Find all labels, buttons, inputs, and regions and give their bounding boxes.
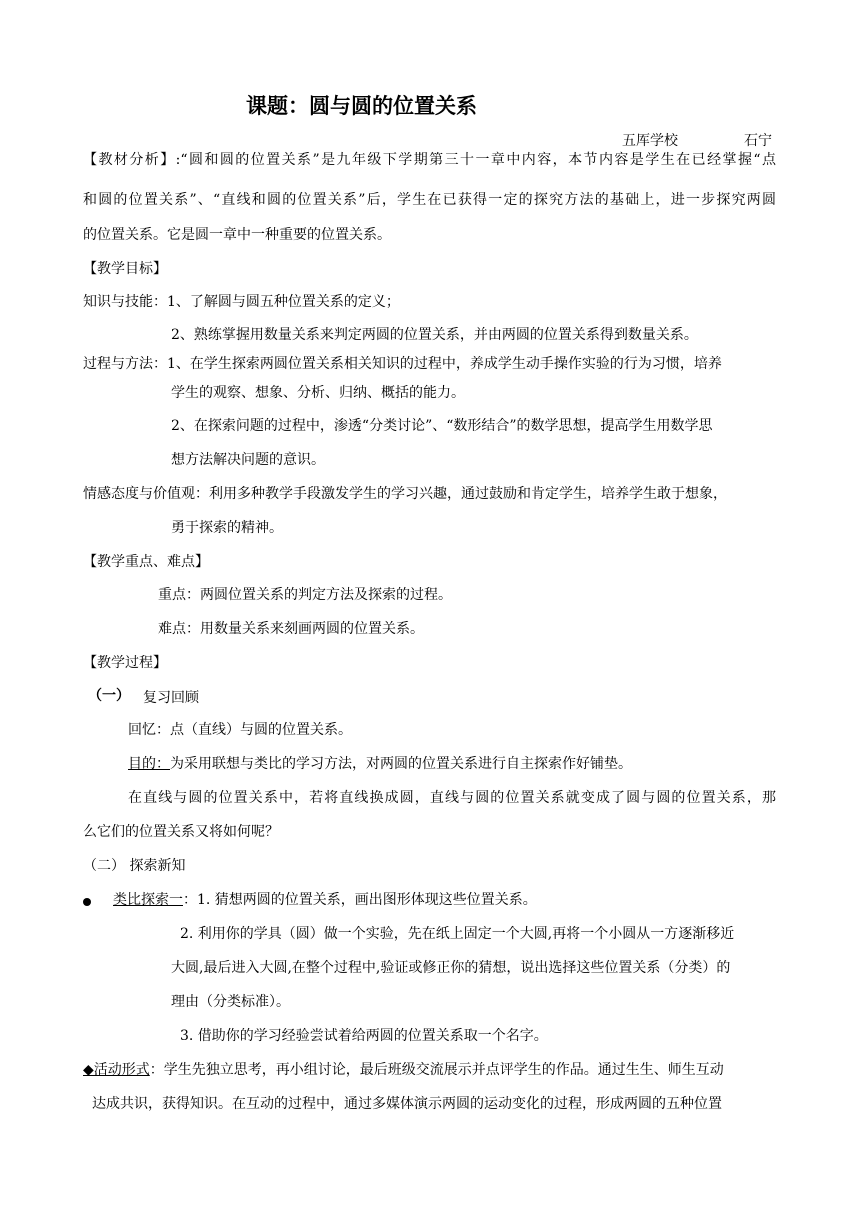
process-item-2b: 想方法解决问题的意识。 (171, 452, 325, 468)
activity-line-1 (83, 1060, 724, 1080)
process-item-1b: 学生的观察、想象、分析、归纳、概括的能力。 (171, 385, 465, 401)
knowledge-skills-line-1 (83, 292, 400, 312)
purpose-line (128, 754, 632, 774)
analysis-heading: 【教材分析】: (83, 152, 181, 168)
explore-label: 类比探索一 (113, 892, 183, 908)
knowledge-item-1: 1、了解圆与圆五种位置关系的定义； (167, 294, 400, 310)
explore-item-1: ：1. 猜想两圆的位置关系，画出图形体现这些位置关系。 (183, 892, 537, 908)
emotion-line-2: 勇于探索的精神。 (171, 520, 283, 536)
purpose-text: 为采用联想与类比的学习方法，对两圆的位置关系进行自主探索作好铺垫。 (170, 756, 632, 772)
bullet-icon (83, 898, 91, 906)
analysis-line-3: 的位置关系。它是圆一章中一种重要的位置关系。 (83, 227, 391, 243)
process-label: 过程与方法： (83, 356, 167, 372)
page-title: 课题：圆与圆的位置关系 (246, 94, 477, 118)
recall-line: 回忆：点（直线）与圆的位置关系。 (128, 722, 352, 738)
activity-line-2: 达成共识，获得知识。在互动的过程中，通过多媒体演示两圆的运动变化的过程，形成两圆的五种位置 (92, 1096, 722, 1112)
explore-item-2b: 大圆,最后进入大圆,在整个过程中,验证或修正你的猜想，说出选择这些位置关系（分类）的 (171, 960, 731, 976)
activity-label: ◆活动形式 (83, 1062, 150, 1078)
explore-line-1 (113, 890, 537, 910)
process-heading: 【教学过程】 (83, 655, 167, 671)
section-2-title: （二） 探索新知 (83, 858, 186, 874)
section-1-title: 复习回顾 (143, 690, 199, 706)
section-1-number (88, 686, 130, 706)
explore-item-3: 3. 借助你的学习经验尝试着给两圆的位置关系取一个名字。 (180, 1028, 548, 1044)
key-points-heading: 【教学重点、难点】 (83, 554, 209, 570)
explore-item-2c: 理由（分类标准）。 (171, 994, 290, 1010)
section-1-num: （一） (88, 688, 130, 704)
school-name: 五厍学校 (622, 133, 678, 149)
author-name: 石宁 (744, 133, 772, 149)
transition-line-2: 么它们的位置关系又将如何呢？ (83, 824, 279, 840)
process-item-2a: 2、在探索问题的过程中，渗透“分类讨论”、“数形结合”的数学思想，提高学生用数学思 (171, 418, 713, 434)
purpose-label: 目的： (128, 756, 170, 772)
key-point: 重点：两圆位置关系的判定方法及探索的过程。 (158, 587, 452, 603)
knowledge-item-2: 2、熟练掌握用数量关系来判定两圆的位置关系，并由两圆的位置关系得到数量关系。 (171, 327, 698, 343)
transition-line-1: 在直线与圆的位置关系中，若将直线换成圆，直线与圆的位置关系就变成了圆与圆的位置关系，那 (128, 790, 776, 806)
difficult-point: 难点：用数量关系来刻画两圆的位置关系。 (158, 621, 424, 637)
emotion-line-1: 情感态度与价值观：利用多种教学手段激发学生的学习兴趣，通过鼓励和肯定学生，培养学生敢于想象， (83, 486, 727, 502)
explore-item-2a: 2. 利用你的学具（圆）做一个实验，先在纸上固定一个大圆,再将一个小圆从一方逐渐移近 (180, 926, 735, 942)
analysis-line-2: 和圆的位置关系”、“直线和圆的位置关系”后，学生在已获得一定的探究方法的基础上，进一步探究两圆 (83, 192, 776, 208)
analysis-line-1 (83, 150, 776, 170)
activity-text-1: ：学生先独立思考，再小组讨论，最后班级交流展示并点评学生的作品。通过生生、师生互动 (149, 1062, 724, 1078)
process-item-1a: 1、在学生探索两圆位置关系相关知识的过程中，养成学生动手操作实验的行为习惯，培养 (167, 356, 722, 372)
process-methods-line-1 (83, 354, 722, 374)
objectives-heading: 【教学目标】 (83, 261, 167, 277)
knowledge-label: 知识与技能： (83, 294, 167, 310)
analysis-text-1: “圆和圆的位置关系”是九年级下学期第三十一章中内容，本节内容是学生在已经掌握“点 (180, 152, 776, 168)
